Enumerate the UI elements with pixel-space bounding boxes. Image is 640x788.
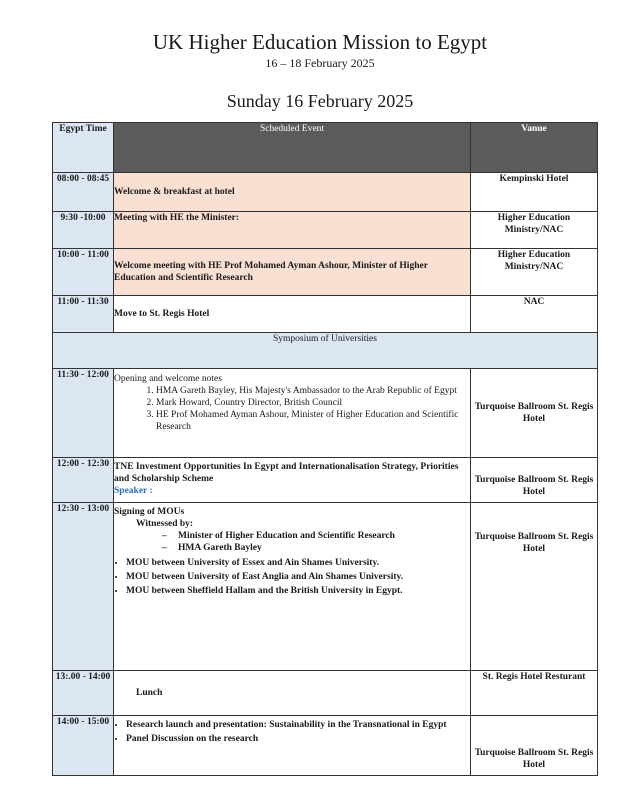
list-item: • Research launch and presentation: Sustainability in the Transnational in Egypt bbox=[126, 719, 470, 731]
event-cell bbox=[114, 458, 471, 503]
time-cell: 11:30 - 12:00 bbox=[53, 369, 114, 458]
venue-cell: Turquoise Ballroom St. Regis Hotel bbox=[471, 458, 598, 503]
table-header-row bbox=[53, 123, 598, 173]
section-row bbox=[53, 333, 598, 369]
document-title: UK Higher Education Mission to Egypt bbox=[152, 30, 488, 54]
mou-title: Signing of MOUs bbox=[114, 507, 185, 517]
list-item: • Panel Discussion on the research bbox=[126, 733, 470, 745]
event-cell: Welcome & breakfast at hotel bbox=[114, 173, 471, 212]
venue-cell: Turquoise Ballroom St. Regis Hotel bbox=[471, 716, 598, 776]
document-dates: 16 – 18 February 2025 bbox=[265, 56, 375, 70]
day-heading: Sunday 16 February 2025 bbox=[226, 91, 414, 111]
event-cell: Welcome meeting with HE Prof Mohamed Ayman Ashour, Minister of Higher Education and Scientific Research bbox=[114, 249, 471, 296]
tne-title: TNE Investment Opportunities In Egypt and Internationalisation Strategy, Priorities and Scholarship Scheme bbox=[114, 462, 459, 484]
table-row bbox=[53, 503, 598, 671]
speaker-label: Speaker : bbox=[114, 486, 153, 496]
research-list bbox=[114, 719, 470, 745]
time-cell: 08:00 - 08:45 bbox=[53, 173, 114, 212]
speaker-list bbox=[114, 385, 470, 433]
list-item: – Minister of Higher Education and Scientific Research bbox=[162, 530, 470, 542]
table-row bbox=[53, 369, 598, 458]
event-cell: Meeting with HE the Minister: bbox=[114, 212, 471, 249]
time-cell: 13:.00 - 14:00 bbox=[53, 671, 114, 716]
venue-cell: NAC bbox=[471, 296, 598, 333]
list-item: 2. Mark Howard, Country Director, British Council bbox=[156, 397, 470, 409]
time-cell: 14:00 - 15:00 bbox=[53, 716, 114, 776]
venue-cell: St. Regis Hotel Resturant bbox=[471, 671, 598, 716]
schedule-table bbox=[52, 122, 598, 776]
venue-cell: Kempinski Hotel bbox=[471, 173, 598, 212]
column-header-event: Scheduled Event bbox=[114, 123, 471, 173]
list-item: • MOU between University of East Anglia and Ain Shames University. bbox=[126, 571, 470, 583]
time-cell: 11:00 - 11:30 bbox=[53, 296, 114, 333]
table-row bbox=[53, 458, 598, 503]
table-row bbox=[53, 296, 598, 333]
time-cell: 10:00 - 11:00 bbox=[53, 249, 114, 296]
event-cell: Lunch bbox=[114, 671, 471, 716]
venue-cell: Higher Education Ministry/NAC bbox=[471, 249, 598, 296]
mou-list bbox=[114, 557, 470, 597]
table-row bbox=[53, 716, 598, 776]
list-item: • MOU between Sheffield Hallam and the British University in Egypt. bbox=[126, 585, 470, 597]
time-cell: 12:30 - 13:00 bbox=[53, 503, 114, 671]
table-row bbox=[53, 671, 598, 716]
list-item: – HMA Gareth Bayley bbox=[162, 542, 470, 554]
event-cell bbox=[114, 369, 471, 458]
list-item: • MOU between University of Essex and Ain Shames University. bbox=[126, 557, 470, 569]
column-header-venue: Vanue bbox=[471, 123, 598, 173]
time-cell: 9:30 -10:00 bbox=[53, 212, 114, 249]
event-cell bbox=[114, 716, 471, 776]
opening-intro: Opening and welcome notes bbox=[114, 374, 222, 384]
table-row bbox=[53, 173, 598, 212]
column-header-time: Egypt Time bbox=[53, 123, 114, 173]
witnessed-label: Witnessed by: bbox=[136, 519, 194, 529]
table-row bbox=[53, 249, 598, 296]
venue-cell: Turquoise Ballroom St. Regis Hotel bbox=[471, 369, 598, 458]
time-cell: 12:00 - 12:30 bbox=[53, 458, 114, 503]
section-heading: Symposium of Universities bbox=[53, 333, 598, 369]
table-row bbox=[53, 212, 598, 249]
venue-cell: Higher Education Ministry/NAC bbox=[471, 212, 598, 249]
list-item: 3. HE Prof Mohamed Ayman Ashour, Minister of Higher Education and Scientific Research bbox=[156, 409, 470, 433]
event-cell: Move to St. Regis Hotel bbox=[114, 296, 471, 333]
event-cell bbox=[114, 503, 471, 671]
witness-list bbox=[114, 530, 470, 554]
list-item: 1. HMA Gareth Bayley, His Majesty's Ambassador to the Arab Republic of Egypt bbox=[156, 385, 470, 397]
venue-cell: Turquoise Ballroom St. Regis Hotel bbox=[471, 503, 598, 671]
